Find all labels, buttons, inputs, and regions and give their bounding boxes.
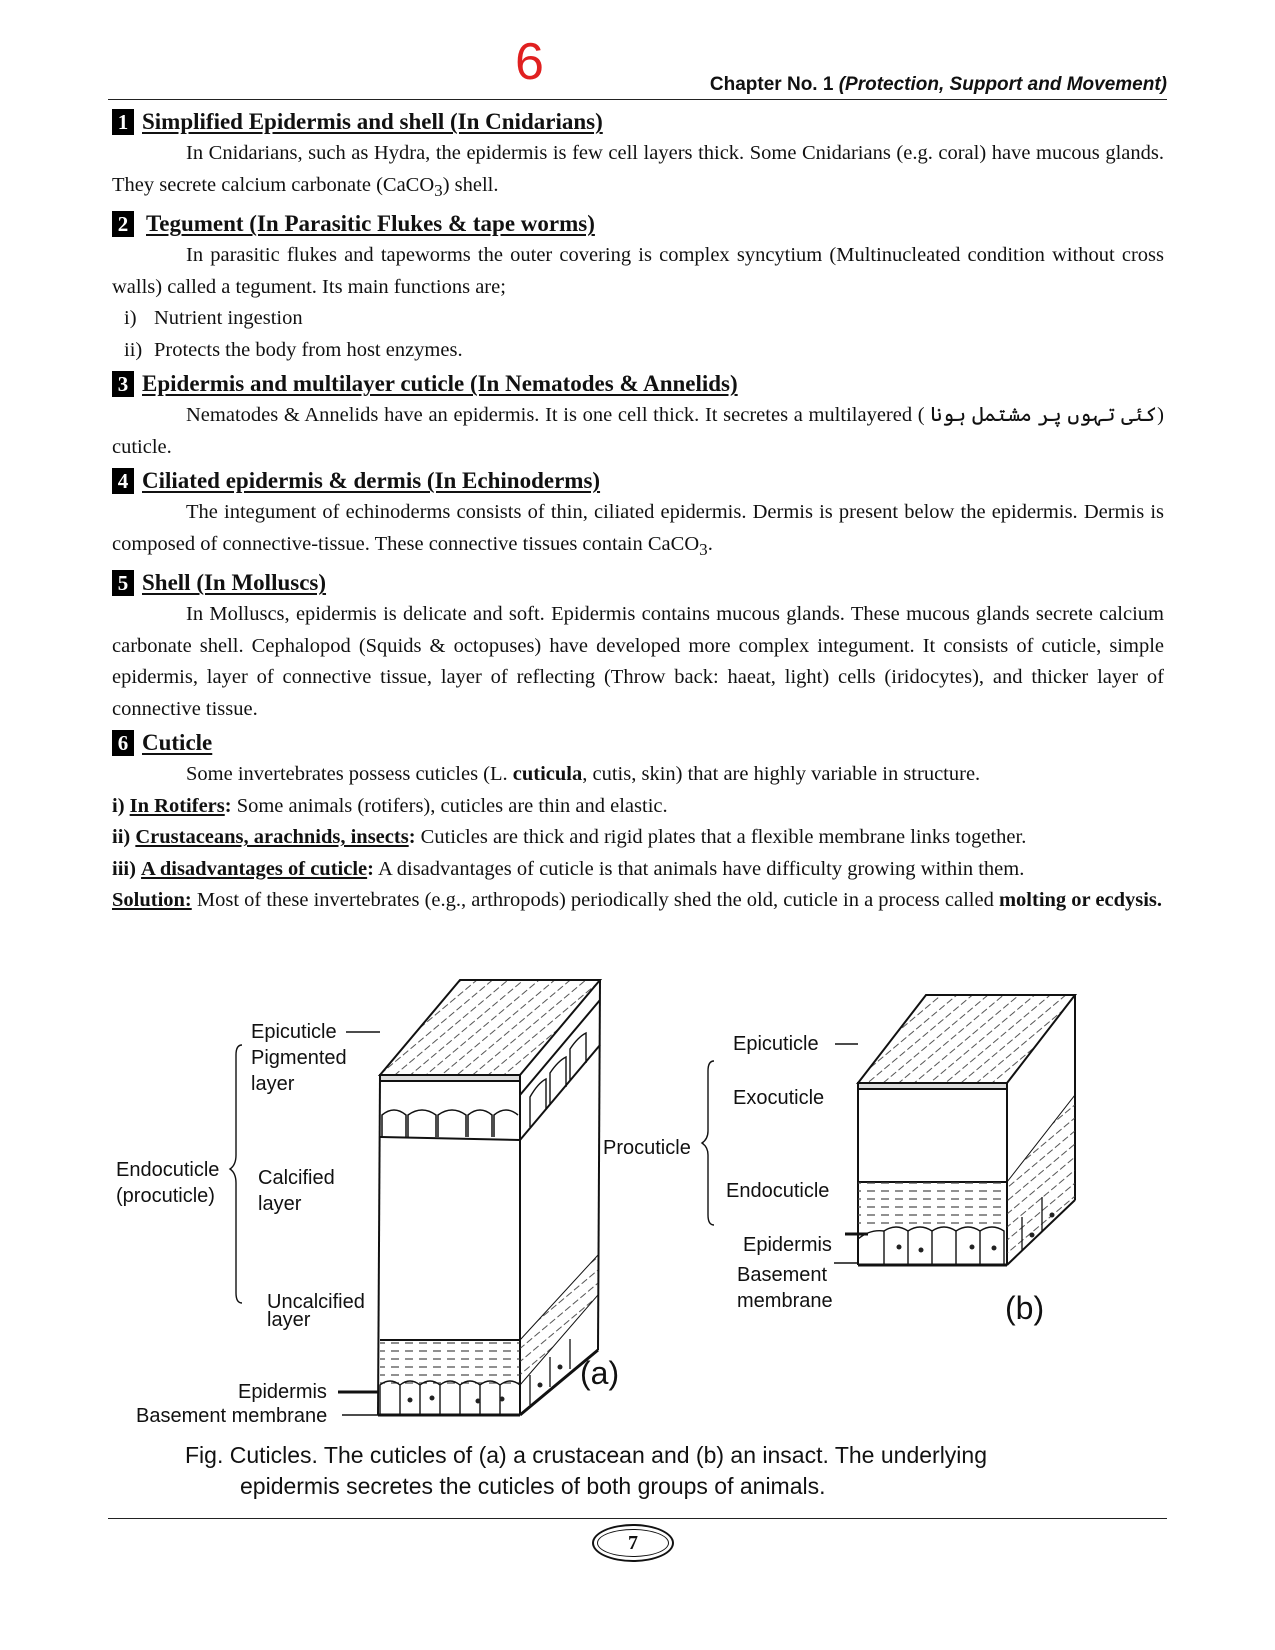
label-uncalcified-layer: Uncalcified layer	[267, 1291, 365, 1331]
section-number: 2	[112, 211, 134, 237]
page-content	[112, 104, 1164, 917]
label-pigmented-layer: Pigmented layer	[251, 1047, 347, 1095]
list-item: i) Nutrient ingestion	[124, 307, 303, 330]
label-procuticle-b: Procuticle	[603, 1137, 691, 1159]
section-paragraph: The integument of echinoderms consists of thin, ciliated epidermis. Dermis is present below the epidermis. Dermis is composed of connective-tissue. These connective tissues contain CaCO$_3$.	[112, 501, 1164, 559]
cuticle-point: i) In Rotifers: Some animals (rotifers), cuticles are thin and elastic.	[112, 794, 668, 817]
label-basement-membrane-a: Basement membrane	[136, 1405, 328, 1427]
section-paragraph: Some invertebrates possess cuticles (L. cuticula, cutis, skin) that are highly variable in structure.	[186, 763, 981, 786]
list-item: ii) Protects the body from host enzymes.	[124, 338, 463, 361]
label-endocuticle-a: Endocuticle (procuticle)	[116, 1159, 220, 1207]
cuticle-figure	[110, 955, 1170, 1435]
label-endocuticle-b: Endocuticle	[726, 1180, 830, 1202]
chapter-label: Chapter No. 1	[709, 74, 834, 95]
section-paragraph: In parasitic flukes and tapeworms the outer covering is complex syncytium (Multinucleated condition without cross walls) called a tegument. Its main functions are;	[112, 244, 1164, 298]
section-title: Shell (In Molluscs)	[142, 570, 327, 596]
figure-tag-b: (b)	[1005, 1290, 1045, 1326]
label-basement-membrane-b: Basement membrane	[737, 1264, 833, 1312]
footer-rule	[108, 1518, 1167, 1519]
section-heading	[112, 208, 1164, 240]
label-calcified-layer: Calcified layer	[258, 1167, 335, 1215]
cuticle-point: iii) A disadvantages of cuticle: A disadvantages of cuticle is that animals have difficulty growing within them.	[112, 857, 1025, 880]
page-mark: 6	[515, 33, 544, 91]
label-epidermis-a: Epidermis	[238, 1381, 327, 1403]
section-heading	[112, 106, 1164, 138]
section-title: Epidermis and multilayer cuticle (In Nematodes & Annelids)	[142, 371, 738, 397]
section-paragraph: In Molluscs, epidermis is delicate and soft. Epidermis contains mucous glands. These mucous glands secrete calcium carbonate shell. Cephalopod (Squids & octopuses) have developed more complex integument. It consists of cuticle, simple epidermis, layer of connective tissue, layer of reflecting (Throw back: haeat, light) cells (iridocytes), and thicker layer of connective tissue.	[112, 603, 1164, 720]
section-number: 5	[112, 570, 134, 596]
header-rule	[108, 99, 1167, 100]
section-title: Ciliated epidermis & dermis (In Echinoderms)	[142, 468, 601, 494]
section-title: Simplified Epidermis and shell (In Cnidarians)	[142, 109, 603, 135]
figure-caption: Fig. Cuticles. The cuticles of (a) a crustacean and (b) an insact. The underlying epidermis secretes the cuticles of both groups of animals.	[185, 1442, 987, 1499]
figure-tag-a: (a)	[580, 1355, 620, 1391]
section-heading	[112, 567, 1164, 599]
cuticle-point: ii) Crustaceans, arachnids, insects: Cuticles are thick and rigid plates that a flexible membrane links together.	[112, 826, 1027, 849]
label-exocuticle: Exocuticle	[733, 1087, 825, 1109]
section-title: Cuticle	[142, 730, 213, 756]
page-number: 7	[592, 1524, 674, 1562]
block-a	[378, 980, 600, 1415]
section-title: Tegument (In Parasitic Flukes & tape worms)	[146, 211, 595, 237]
block-b-leaders	[702, 1044, 868, 1263]
chapter-header	[710, 74, 1167, 96]
section-paragraph: Nematodes & Annelids have an epidermis. It is one cell thick. It secretes a multilayered ( کئی تہوں پر مشتمل ہونا) cuticle.	[112, 404, 1164, 458]
label-epicuticle-a: Epicuticle	[251, 1021, 337, 1043]
section-paragraph: In Cnidarians, such as Hydra, the epidermis is few cell layers thick. Some Cnidarians (e.g. coral) have mucous glands. They secrete calcium carbonate (CaCO$_3$) shell.	[112, 142, 1164, 200]
solution-paragraph: Solution: Most of these invertebrates (e.g., arthropods) periodically shed the old, cuticle in a process called molting or ecdysis.	[112, 889, 1163, 912]
block-b	[858, 995, 1075, 1265]
label-epidermis-b: Epidermis	[743, 1234, 832, 1256]
section-number: 4	[112, 468, 134, 494]
section-number: 1	[112, 109, 134, 135]
chapter-subtitle: (Protection, Support and Movement)	[838, 74, 1167, 95]
section-heading	[112, 368, 1164, 400]
label-epicuticle-b: Epicuticle	[733, 1033, 819, 1055]
section-heading	[112, 465, 1164, 497]
section-number: 3	[112, 371, 134, 397]
section-heading	[112, 727, 1164, 759]
section-number: 6	[112, 730, 134, 756]
